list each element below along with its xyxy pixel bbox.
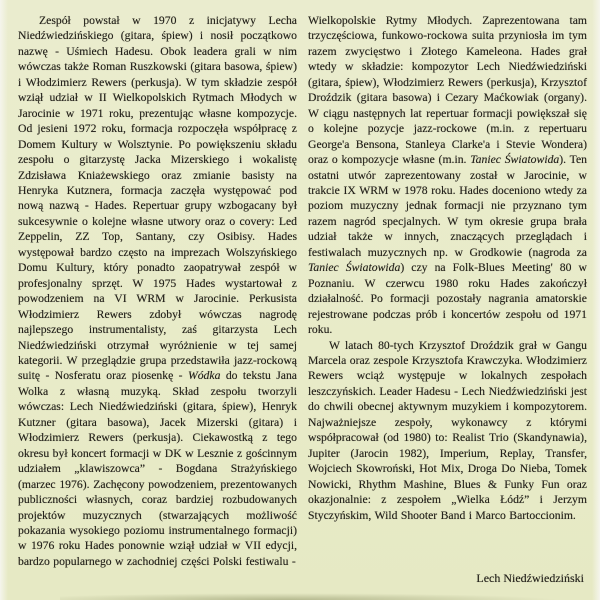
paragraph: [18, 13, 297, 569]
scan-smudge: [60, 593, 560, 600]
paragraph: [308, 13, 587, 338]
text-segment: ). Ten ostatni utwór zaprezentowany został w Jarocinie, w trakcie IX WRM w 1978 roku. Hades doceniono wtedy za poziom muzyczny jednak formacji nie przyznano tym razem nagród specjalnych. W tym okresie grupa brała udział także w innych, znaczących przeglądach i festiwalach muzycznych np. w Grodkowie (nagroda za: [308, 153, 587, 259]
italic-text-segment: Wódka: [187, 369, 221, 383]
text-segment: ) czy na Folk-Blues Meeting' 80 w Poznaniu. W czerwcu 1980 roku Hades zakończył działalność. Po formacji pozostały nagrania amatorskie rejestrowane podczas prób i koncertów zespołu od 1971 roku.: [308, 261, 587, 337]
italic-text-segment: Taniec Światowida: [308, 261, 401, 275]
paragraph: [308, 338, 587, 523]
scan-edge-right: [592, 0, 600, 600]
text-segment: Zespół powstał w 1970 z inicjatywy Lecha Niedźwiedzińskiego (gitara, śpiew) i nosił początkowo nazwę - Uśmiech Hadesu. Obok leadera grali w nim wówczas także Roman Ruszkowski (gitara basowa, śpiew) i Włodzimierz Rewers (perkusja). W tym składzie zespół wziął udział w II Wielkopolskich Rytmach Młodych w Jarocinie w 1971 roku, prezentując własne kompozycje. Od jesieni 1972 roku, formacja rozpoczęła współpracę z Domem Kultury w Wolsztynie. Po powiększeniu składu zespołu o gitarzystę Jacka Mizerskiego i wokalistę Zdzisława Kniażewskiego oraz zmianie basisty na Henryka Kutznera, formacja zaczęła występować pod nową nazwą - Hades. Repertuar grupy wzbogacany był sukcesywnie o kolejne własne utwory oraz o covery: Led Zeppelin, ZZ Top, Santany, czy Osibisy. Hades występował bardzo często na imprezach Wolszyńskiego Domu Kultury, który ponadto zaopatrywał zespół w profesjonalny sprzęt. W 1975 Hades wystartował z powodzeniem na VI WRM w Jarocinie. Perkusista Włodzimierz Rewers zdobył wówczas nagrodę najlepszego instrumentalisty, zaś gitarzysta Lech Niedźwiedziński otrzymał wyróżnienie w tej samej kategorii. W przeglądzie grupa przedstawiła jazz-rockową suitę - Nosferatu oraz piosenkę -: [18, 14, 297, 383]
right-column: [308, 13, 587, 569]
text-segment: Wielkopolskie Rytmy Młodych. Zaprezentowana tam trzyczęściowa, funkowo-rockowa suita przyniosła im tym razem zwycięstwo i Złotego Kameleona. Hades grał wtedy w składzie: kompozytor Lech Niedźwiedziński (gitara, śpiew), Włodzimierz Rewers (perkusja), Krzysztof Droździk (gitara basowa) i Cezary Maćkowiak (organy). W ciągu następnych lat repertuar formacji powiększał się o kolejne pozycje jazz-rockowe (m.in. z repertuaru George'a Bensona, Stanleya Clarke'a i Stevie Wondera) oraz o kompozycje własne (m.in.: [308, 14, 587, 167]
author-signature: Lech Niedźwiedziński: [476, 571, 584, 585]
italic-text-segment: Taniec Światowida: [470, 153, 560, 167]
two-column-text: [18, 13, 587, 569]
text-segment: do tekstu Jana Wolka z własną muzyką. Skład zespołu tworzyli wówczas: Lech Niedźwiedziński (gitara, śpiew), Henryk Kutzner (gitara basowa), Jacek Mizerski (gitara) i Włodzimierz Rewers (perkusja). Ciekawostką z tego okresu był koncert formacji w DK w Lesznie z gościnnym udziałem „klawiszowca” - Bogdana Strażyńskiego (marzec 1976). Zachęcony powodzeniem, prezentowanych publiczności własnych, coraz bardziej rozbudowanych projektów muzycznych (stwarzających możliwość pokazania wysokiego poziomu instrumentalnego formacji) w 1976 roku Hades ponownie wziął udział w VII edycji, bardzo popularnego w zachodniej części Polski festiwalu -: [18, 369, 297, 568]
text-segment: W latach 80-tych Krzysztof Droździk grał w Gangu Marcela oraz zespole Krzysztofa Krawczyka. Włodzimierz Rewers wciąż występuje w lokalnych zespołach leszczyńskich. Leader Hadesu - Lech Niedźwiedziński jest do chwili obecnej aktywnym muzykiem i kompozytorem. Najważniejsze zespoły, wykonawcy z którymi współpracował (od 1980) to: Realist Trio (Skandynawia), Jupiter (Jarocin 1982), Imperium, Replay, Transfer, Wojciech Skowroński, Hot Mix, Droga Do Nieba, Tomek Nowicki, Rhythm Mashine, Blues & Funky Fun oraz okazjonalnie: z zespołem „Wielka Łódź” i Jerzym Styczyńskim, Wild Shooter Band i Marco Bartoccionim.: [308, 338, 587, 522]
scan-edge-left: [0, 0, 8, 600]
left-column: [18, 13, 297, 569]
